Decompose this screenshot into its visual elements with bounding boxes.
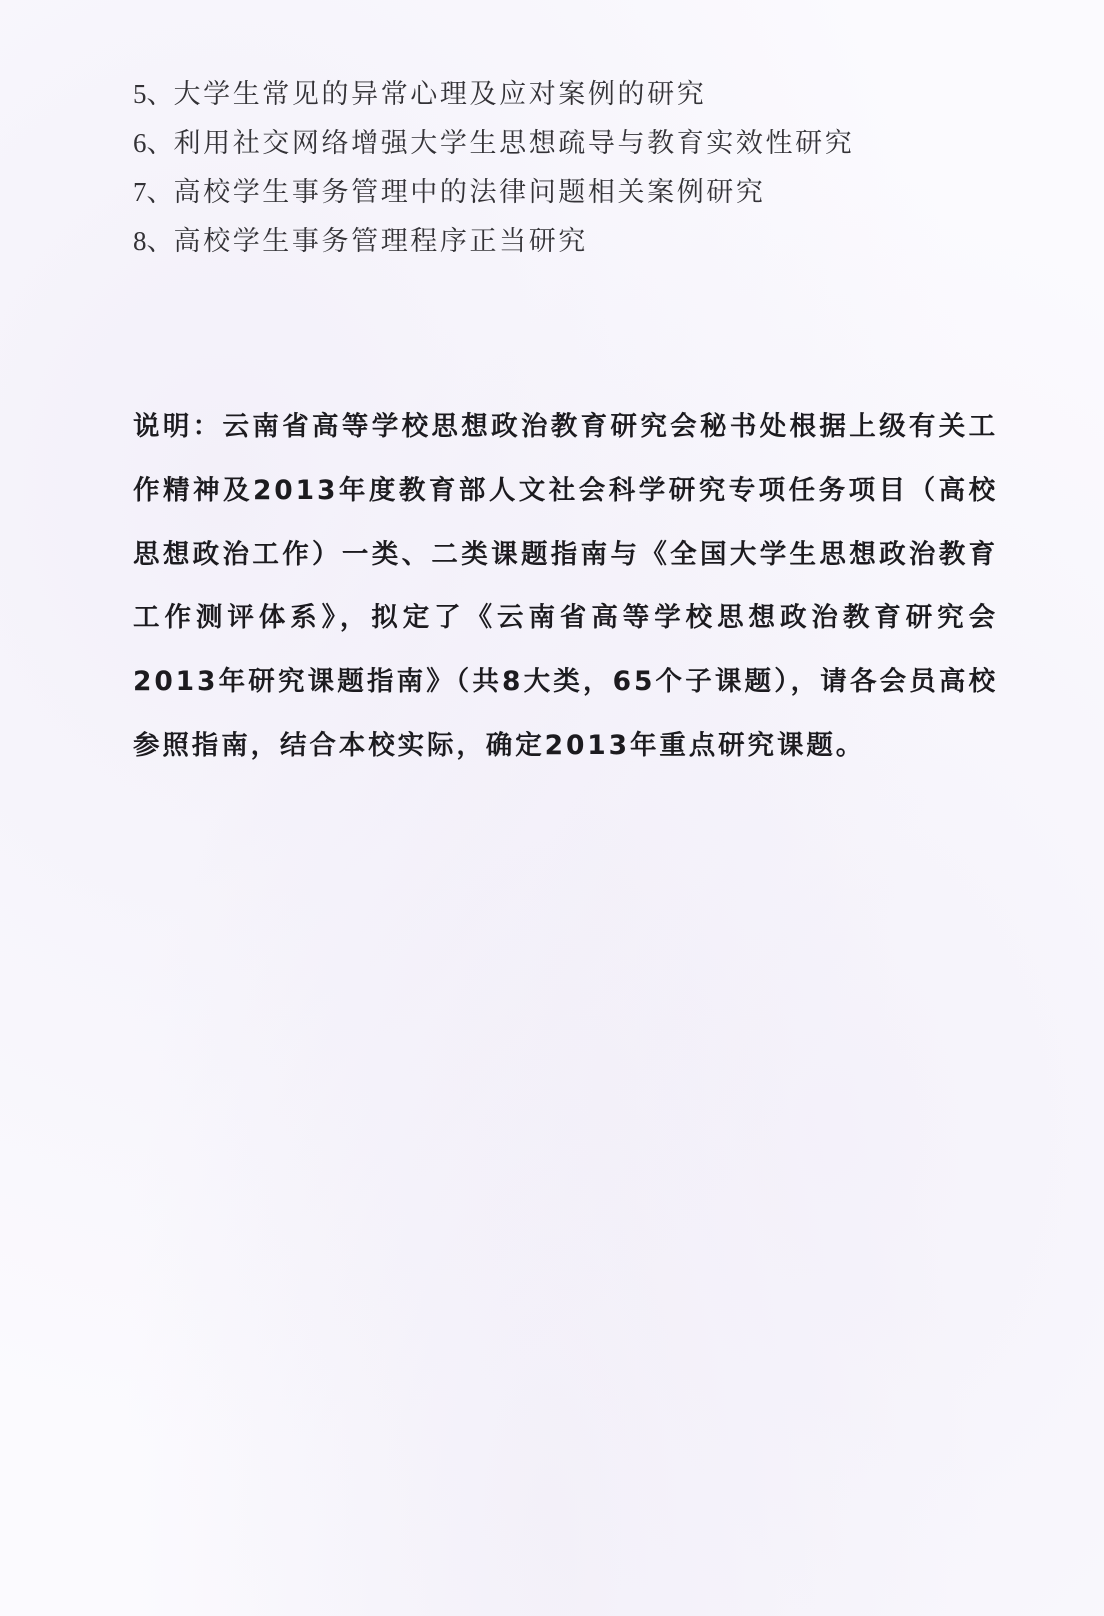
list-item — [133, 217, 1013, 266]
list-item-number: 6、 — [133, 128, 174, 158]
list-item — [133, 168, 1013, 217]
list-item — [133, 70, 1013, 119]
list-item — [133, 119, 1013, 168]
list-item-number: 7、 — [133, 177, 174, 207]
list-item-text: 利用社交网络增强大学生思想疏导与教育实效性研究 — [173, 128, 855, 159]
list-item-number: 5、 — [133, 79, 174, 109]
list-item-text: 大学生常见的异常心理及应对案例的研究 — [173, 79, 707, 110]
list-item-text: 高校学生事务管理程序正当研究 — [173, 226, 588, 257]
research-topic-list — [133, 70, 1013, 266]
list-item-text: 高校学生事务管理中的法律问题相关案例研究 — [173, 177, 766, 208]
list-item-number: 8、 — [133, 226, 174, 256]
explanatory-note: 说明：云南省高等学校思想政治教育研究会秘书处根据上级有关工作精神及2013年度教育部人文社会科学研究专项任务项目（高校思想政治工作）一类、二类课题指南与《全国大学生思想政治教育工作测评体系》，拟定了《云南省高等学校思想政治教育研究会2013年研究课题指南》（共8大类，65个子课题），请各会员高校参照指南，结合本校实际，确定2013年重点研究课题。 — [133, 411, 998, 761]
